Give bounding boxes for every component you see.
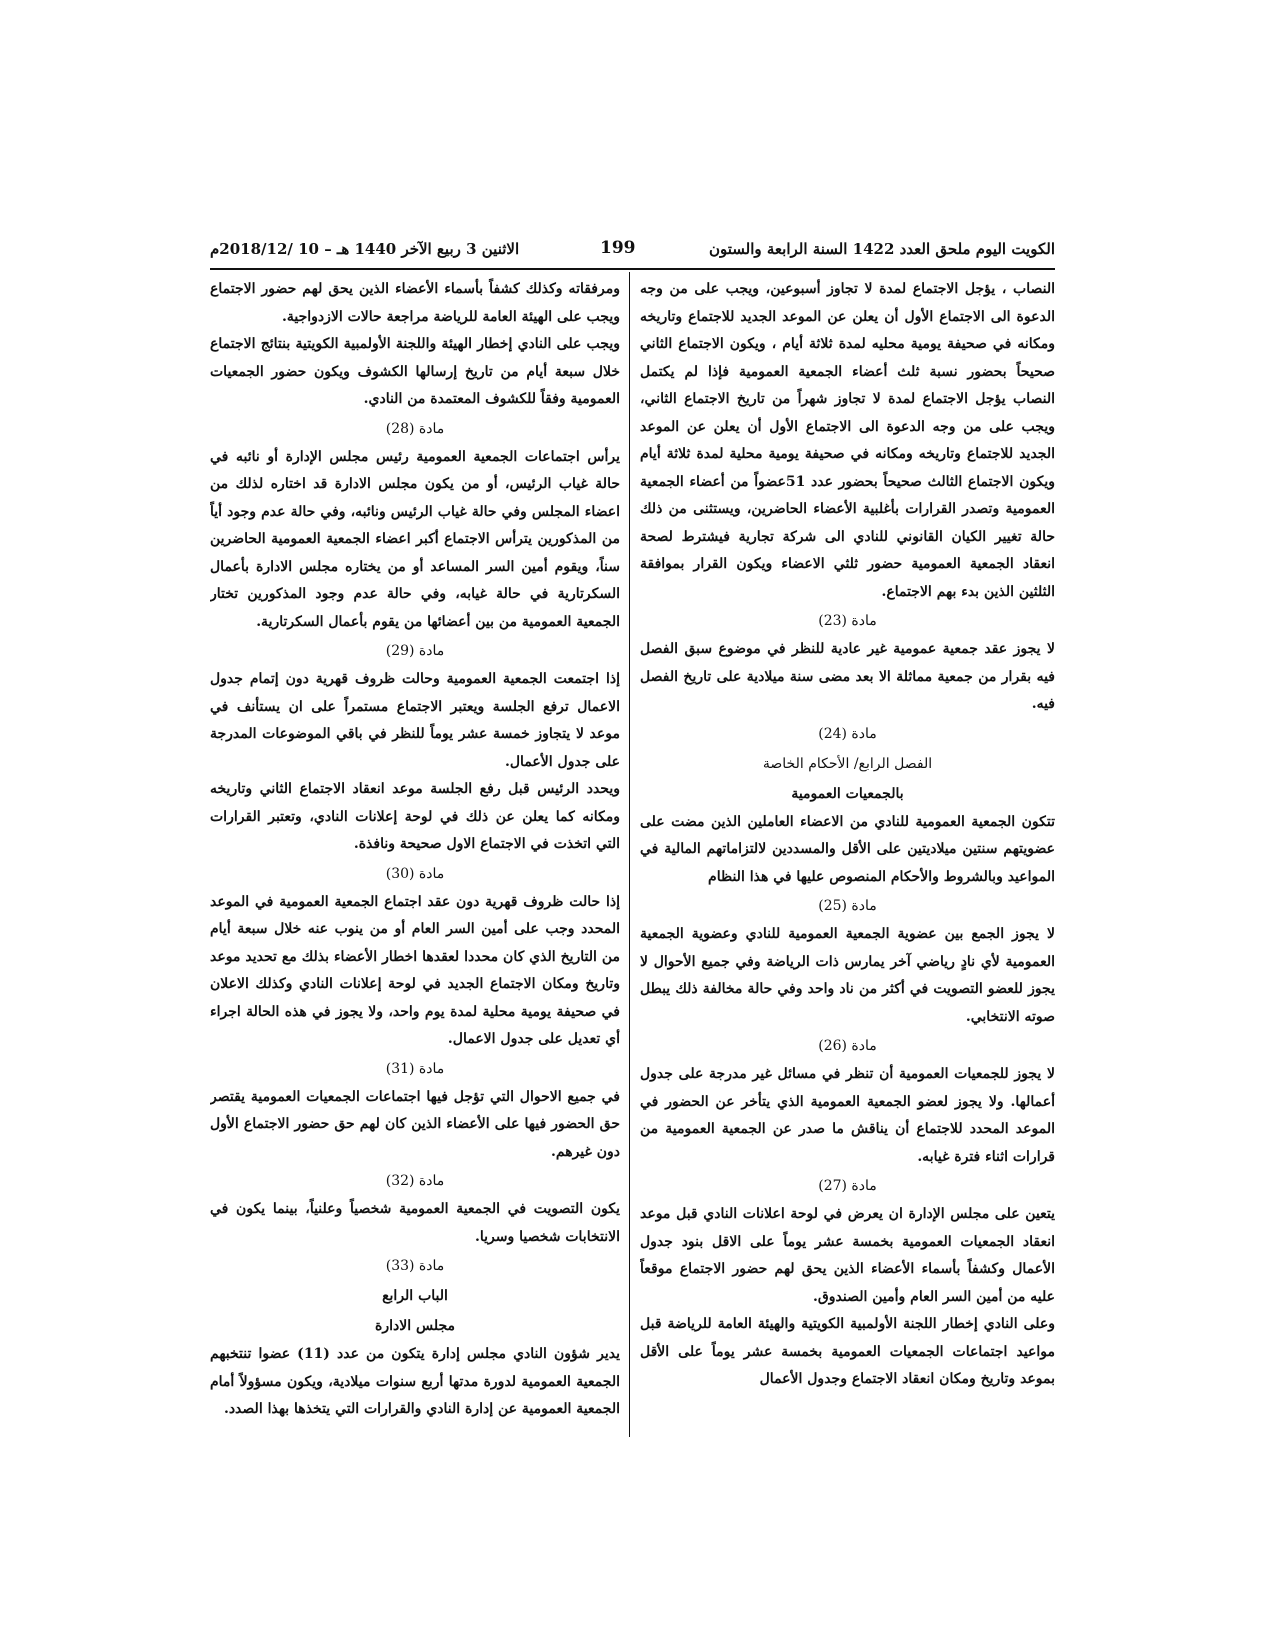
article-heading: مادة (24) xyxy=(818,725,877,742)
part-title: الباب الرابع xyxy=(382,1288,448,1304)
paragraph: يدير شؤون النادي مجلس إدارة يتكون من عدد (11) عضوا تنتخبهم الجمعية العمومية لدورة مدتها أربع سنوات ميلادية، ويكون مسؤولاً أمام الجمعية العمومية عن إدارة النادي والقرارات التي يتخذها بهذا الصدد. xyxy=(210,1346,620,1417)
article-heading: مادة (33) xyxy=(385,1258,445,1274)
paragraph: تتكون الجمعية العمومية للنادي من الاعضاء العاملين الذين مضت على عضويتهم سنتين ميلاديتين على الأقل والمسددين لالتزاماتهم المالية في المواعيد وبالشروط والأحكام المنصوص عليها في هذا النظام xyxy=(640,813,1055,885)
paragraph: يتعين على مجلس الإدارة ان يعرض في لوحة اعلانات النادي قبل موعد انعقاد الجمعيات العمومية بخمسة عشر يوماً على الاقل بنود جدول الأعمال وكشفاً بأسماء الأعضاء الذين يحق لهم حضور الاجتماع موقعاً عليه من أمين السر العام وأمين الصندوق. xyxy=(640,1206,1055,1305)
paragraph: في جميع الاحوال التي تؤجل فيها اجتماعات الجمعيات العمومية يقتصر حق الحضور فيها على الأعضاء الذين كان لهم حق حضور الاجتماع الأول دون غيرهم. xyxy=(210,1088,620,1160)
article-heading: مادة (23) xyxy=(818,613,877,629)
article-heading: مادة (26) xyxy=(818,1038,877,1054)
header-date: الاثنين 3 ربيع الآخر 1440 هـ – 10 /2018/12م xyxy=(210,240,520,258)
paragraph: يكون التصويت في الجمعية العمومية شخصياً وعلنياً، بينما يكون في الانتخابات شخصيا وسريا. xyxy=(210,1201,620,1245)
paragraph: وعلى النادي إخطار اللجنة الأولمبية الكويتية والهيئة العامة للرياضة قبل مواعيد اجتماعات الجمعيات العمومية بخمسة عشر يوماً على الأقل بموعد وتاريخ ومكان انعقاد الاجتماع وجدول الأعمال xyxy=(640,1316,1055,1387)
article-heading: مادة (30) xyxy=(385,865,445,882)
page-number: 199 xyxy=(600,238,636,258)
part-subtitle: مجلس الادارة xyxy=(375,1318,455,1334)
paragraph: لا يجوز للجمعيات العمومية أن تنظر في مسائل غير مدرجة على جدول أعمالها. ولا يجوز لعضو الجمعية العمومية الذي يتأخر عن الحضور في الموعد المحدد للاجتماع أن يناقش ما صدر عن الجمعية العمومية من قرارات اثناء فترة غيابه. xyxy=(640,1066,1055,1165)
chapter-heading: الفصل الرابع/ الأحكام الخاصة xyxy=(762,755,933,772)
left-column xyxy=(210,276,620,1436)
paragraph: إذا اجتمعت الجمعية العمومية وحالت ظروف قهرية دون إتمام جدول الاعمال ترفع الجلسة ويعتبر الاجتماع مستمراً على ان يستأنف في موعد لا يتجاوز خمسة عشر يوماً للنظر في باقي الموضوعات المدرجة على جدول الأعمال. xyxy=(210,671,620,770)
paragraph: ويحدد الرئيس قبل رفع الجلسة موعد انعقاد الاجتماع الثاني وتاريخه ومكانه كما يعلن عن ذلك في لوحة إعلانات النادي، وتعتبر القرارات التي اتخذت في الاجتماع الاول صحيحة ونافذة. xyxy=(210,781,620,852)
page-header xyxy=(210,240,1055,264)
paragraph: ومرفقاته وكذلك كشفاً بأسماء الأعضاء الذين يحق لهم حضور الاجتماع ويجب على الهيئة العامة للرياضة مراجعة حالات الازدواجية. xyxy=(210,281,620,325)
paragraph: يرأس اجتماعات الجمعية العمومية رئيس مجلس الإدارة أو نائبه في حالة غياب الرئيس، أو من يكون مجلس الادارة قد اختاره لذلك من اعضاء المجلس وفي حالة غياب الرئيس ونائبه، وفي حالة عدم وجود أياً من المذكورين يترأس الاجتماع أكبر اعضاء الجمعية العمومية الحاضرين سناً، ويقوم أمين السر المساعد أو من يختاره مجلس الادارة بأعمال السكرتارية في حالة غيابه، وفي حالة عدم وجود المذكورين تختار الجمعية العمومية من بين أعضائها من يقوم بأعمال السكرتارية. xyxy=(210,448,620,630)
header-divider xyxy=(210,268,1055,270)
paragraph: النصاب ، يؤجل الاجتماع لمدة لا تجاوز أسبوعين، ويجب على من وجه الدعوة الى الاجتماع الأول أن يعلن عن الموعد الجديد للاجتماع وتاريخه ومكانه في صحيفة يومية محليه لمدة ثلاثة أيام ، ويكون الاجتماع الثاني صحيحاً بحضور نسبة ثلث أعضاء الجمعية العمومية فإذا لم يكتمل النصاب يؤجل الاجتماع لمدة لا تجاوز شهراً من تاريخ الاجتماع الثاني، ويجب على من وجه الدعوة الى الاجتماع الأول أن يعلن عن الموعد الجديد للاجتماع وتاريخه ومكانه في صحيفة يومية محلية لمدة ثلاثة أيام ويكون الاجتماع الثالث صحيحاً بحضور عدد 51عضواً من أعضاء الجمعية العمومية وتصدر القرارات بأغلبية الأعضاء الحاضرين، ويستثنى من ذلك حالة تغيير الكيان القانوني للنادي الى شركة تجارية فيشترط لصحة انعقاد الجمعية العمومية حضور ثلثي الاعضاء ويكون القرار بموافقة الثلثين الذين بدء بهم الاجتماع. xyxy=(640,281,1055,600)
article-heading: مادة (27) xyxy=(818,1178,877,1194)
article-heading: مادة (29) xyxy=(385,643,445,659)
right-column xyxy=(640,276,1055,1436)
article-heading: مادة (25) xyxy=(818,898,877,914)
paragraph: لا يجوز الجمع بين عضوية الجمعية العمومية للنادي وعضوية الجمعية العمومية لأي نادٍ رياضي آخر يمارس ذات الرياضة وفي جميع الأحوال لا يجوز للعضو التصويت في أكثر من ناد واحد وفي حالة مخالفة ذلك يبطل صوته الانتخابي. xyxy=(640,926,1055,1025)
column-divider xyxy=(629,272,630,1437)
paragraph: لا يجوز عقد جمعية عمومية غير عادية للنظر في موضوع سبق الفصل فيه بقرار من جمعية مماثلة الا بعد مضى سنة ميلادية على تاريخ الفصل فيه. xyxy=(640,641,1055,712)
header-publication: الكويت اليوم ملحق العدد 1422 السنة الرابعة والستون xyxy=(709,240,1055,258)
article-heading: مادة (31) xyxy=(385,1060,445,1077)
article-heading: مادة (28) xyxy=(385,420,445,437)
article-heading: مادة (32) xyxy=(385,1173,445,1189)
paragraph: ويجب على النادي إخطار الهيئة واللجنة الأولمبية الكويتية بنتائج الاجتماع خلال سبعة أيام من تاريخ إرسالها الكشوف ويكون حضور الجمعيات العمومية وفقاً للكشوف المعتمدة من النادي. xyxy=(210,336,620,407)
paragraph: إذا حالت ظروف قهرية دون عقد اجتماع الجمعية العمومية في الموعد المحدد وجب على أمين السر العام أو من ينوب عنه خلال سبعة أيام من التاريخ الذي كان محددا لعقدها اخطار الأعضاء بذلك مع تحديد موعد وتاريخ ومكان الاجتماع الجديد في لوحة إعلانات النادي وكذلك الاعلان في صحيفة يومية محلية لمدة يوم واحد، ولا يجوز في هذه الحالة اجراء أي تعديل على جدول الاعمال. xyxy=(210,893,620,1047)
chapter-subheading: بالجمعيات العمومية xyxy=(791,785,904,802)
